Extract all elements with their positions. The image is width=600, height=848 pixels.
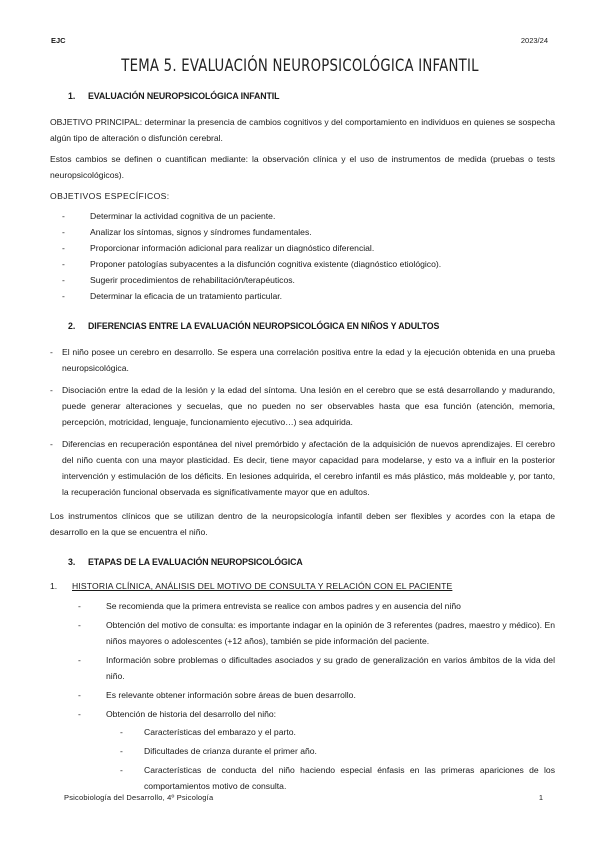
- specific-objectives-list: [50, 208, 555, 304]
- list-item: - Información sobre problemas o dificultades asociados y su grado de generalización en varios ámbitos de la vida del niño.: [78, 652, 555, 684]
- list-item: - Es relevante obtener información sobre áreas de buen desarrollo.: [78, 687, 555, 703]
- differences-list: [50, 344, 555, 500]
- header-year: 2023/24: [520, 36, 548, 45]
- list-item: - Disociación entre la edad de la lesión y la edad del síntoma. Una lesión en el cerebro que se está desarrollando y madurando, puede generar alteraciones y secuelas, que no pueden no ser observables hasta que esa función (atención, memoria, percepción, motricidad, lenguaje, funcionamiento ejecutivo…) sea adquirida.: [50, 382, 555, 430]
- list-item: - Se recomienda que la primera entrevista se realice con ambos padres y en ausencia del niño: [78, 598, 555, 614]
- document-body: [50, 88, 555, 802]
- list-item: - Dificultades de crianza durante el primer año.: [120, 743, 555, 759]
- section-1-title: EVALUACIÓN NEUROPSICOLÓGICA INFANTIL: [88, 91, 280, 101]
- development-history-list: [106, 724, 555, 794]
- page-number: 1: [538, 793, 543, 802]
- list-item: - Determinar la eficacia de un tratamiento particular.: [62, 288, 555, 304]
- list-item: - El niño posee un cerebro en desarrollo. Se espera una correlación positiva entre la edad y la ejecución obtenida en una prueba neuropsicológica.: [50, 344, 555, 376]
- list-item: - Proponer patologías subyacentes a la disfunción cognitiva existente (diagnóstico etiológico).: [62, 256, 555, 272]
- list-item: - Determinar la actividad cognitiva de un paciente.: [62, 208, 555, 224]
- section-2-heading: [50, 318, 555, 334]
- list-item: - Características de conducta del niño haciendo especial énfasis en las primeras apariciones de los comportamientos motivo de consulta.: [120, 762, 555, 794]
- main-objective: OBJETIVO PRINCIPAL: determinar la presencia de cambios cognitivos y del comportamiento en individuos en quienes se sospecha algún tipo de alteración o disfunción cerebral.: [50, 117, 555, 143]
- list-item: - Proporcionar información adicional para realizar un diagnóstico diferencial.: [62, 240, 555, 256]
- section-1-number: 1.: [68, 91, 76, 101]
- section-2-title: DIFERENCIAS ENTRE LA EVALUACIÓN NEUROPSICOLÓGICA EN NIÑOS Y ADULTOS: [88, 321, 440, 331]
- measurement-text: Estos cambios se definen o cuantifican mediante: la observación clínica y el uso de instrumentos de medida (pruebas o tests neuropsicológicos).: [50, 154, 555, 180]
- specific-objectives-label: OBJETIVOS ESPECÍFICOS:: [50, 191, 170, 201]
- section-1-heading: [50, 88, 555, 104]
- list-item: [78, 706, 555, 794]
- list-item: - Obtención del motivo de consulta: es importante indagar en la opinión de 3 referentes (padres, maestro y médico). En niños mayores o adolescentes (+12 años), también se pide información del paciente.: [78, 617, 555, 649]
- list-item: - Características del embarazo y el parto.: [120, 724, 555, 740]
- footer-course: Psicobiología del Desarrollo, 4º Psicología: [64, 793, 214, 802]
- section-3-number: 3.: [68, 557, 76, 567]
- section-2-number: 2.: [68, 321, 76, 331]
- list-item: - Sugerir procedimientos de rehabilitación/terapéuticos.: [62, 272, 555, 288]
- closing-paragraph: Los instrumentos clínicos que se utilizan dentro de la neuropsicología infantil deben ser flexibles y acordes con la etapa de desarrollo en la que se encuentra el niño.: [50, 511, 555, 537]
- page-title: TEMA 5. EVALUACIÓN NEUROPSICOLÓGICA INFANTIL: [121, 56, 479, 76]
- section-3-heading: [50, 554, 555, 570]
- header-initials: EJC: [51, 36, 66, 45]
- subsection-heading: [50, 578, 555, 594]
- subsection-title: HISTORIA CLÍNICA, ANÁLISIS DEL MOTIVO DE CONSULTA Y RELACIÓN CON EL PACIENTE: [72, 581, 453, 591]
- section-3-title: ETAPAS DE LA EVALUACIÓN NEUROPSICOLÓGICA: [88, 557, 303, 567]
- list-item-text: Obtención de historia del desarrollo del niño:: [106, 709, 277, 719]
- clinical-history-list: [50, 598, 555, 794]
- subsection-number: 1.: [50, 581, 58, 591]
- list-item: - Analizar los síntomas, signos y síndromes fundamentales.: [62, 224, 555, 240]
- list-item: - Diferencias en recuperación espontánea del nivel premórbido y afectación de la adquisición de nuevos aprendizajes. El cerebro del niño cuenta con una mayor plasticidad. Es decir, tiene mayor capacidad para modelarse, y esto va a influir en la posterior intervención y estimulación de los déficits. En lesiones adquirida, el cerebro infantil es más plástico, más moldeable y, por tanto, la recuperación funcional observada es significativamente mayor que en adultos.: [50, 436, 555, 500]
